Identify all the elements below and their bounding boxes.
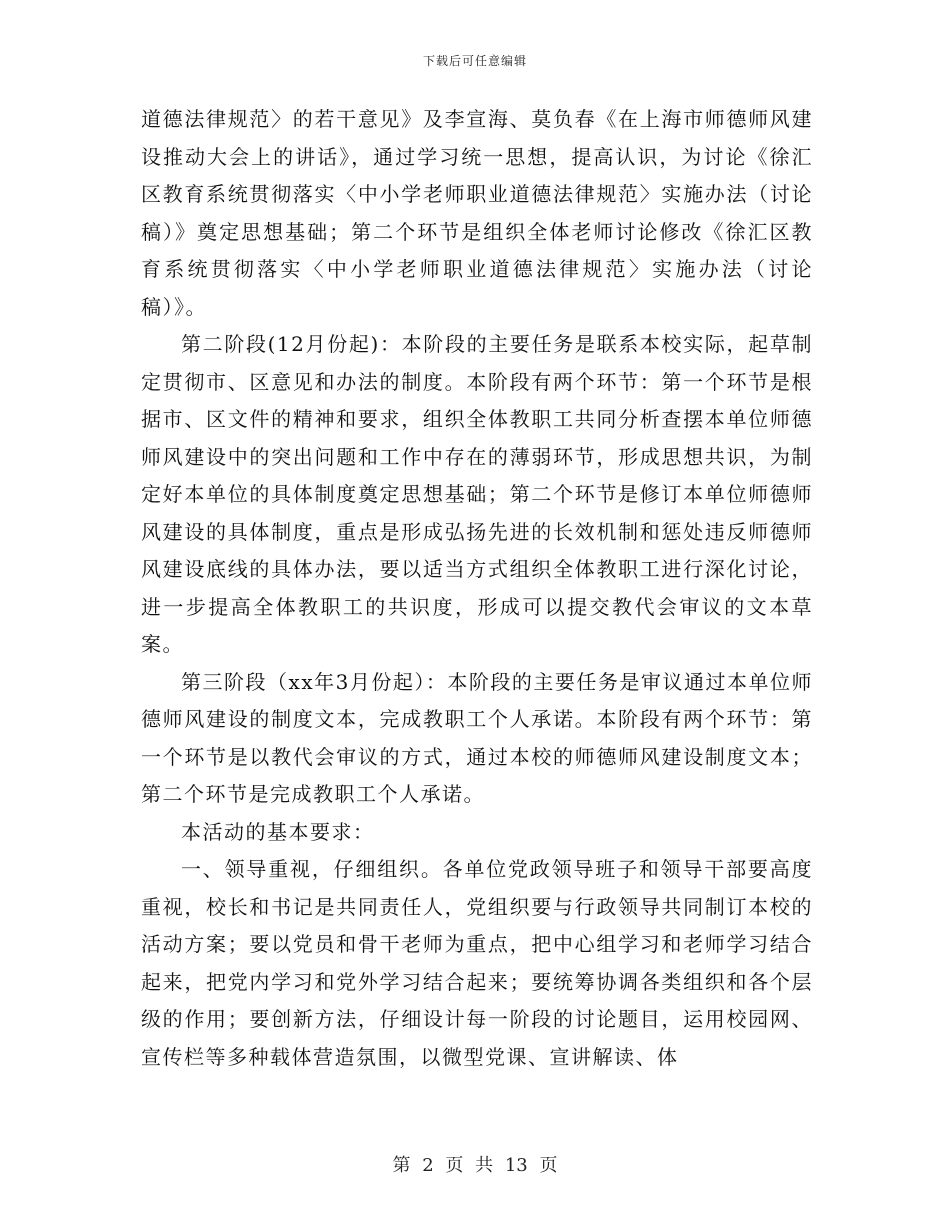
page-header: 下载后可任意编辑 <box>422 54 527 68</box>
paragraph-1: 道德法律规范〉的若干意见》及李宣海、莫负春《在上海市师德师风建设推动大会上的讲话》，通过学习统一思想，提高认识，为讨论《徐汇区教育系统贯彻落实〈中小学老师职业道德法律规范〉实施办法（讨论稿）》奠定思想基础；第二个环节是组织全体老师讨论修改《徐汇区教育系统贯彻落实〈中小学老师职业道德法律规范〉实施办法（讨论稿）》。 <box>141 107 813 319</box>
paragraph-5: 一、领导重视，仔细组织。各单位党政领导班子和领导干部要高度重视，校长和书记是共同责任人，党组织要与行政领导共同制订本校的活动方案；要以党员和骨干老师为重点，把中心组学习和老师学习结合起来，把党内学习和党外学习结合起来；要统筹协调各类组织和各个层级的作用；要创新方法，仔细设计每一阶段的讨论题目，运用校园网、宣传栏等多种载体营造氛围，以微型党课、宣讲解读、体 <box>141 857 813 1069</box>
document-body <box>141 101 813 1076</box>
paragraph-4: 本活动的基本要求： <box>181 819 375 844</box>
paragraph-3: 第三阶段（xx年3月份起）：本阶段的主要任务是审议通过本单位师德师风建设的制度文本，完成教职工个人承诺。本阶段有两个环节：第一个环节是以教代会审议的方式，通过本校的师德师风建设制度文本；第二个环节是完成教职工个人承诺。 <box>141 669 813 806</box>
paragraph-2: 第二阶段(12月份起)：本阶段的主要任务是联系本校实际，起草制定贯彻市、区意见和办法的制度。本阶段有两个环节：第一个环节是根据市、区文件的精神和要求，组织全体教职工共同分析查摆本单位师德师风建设中的突出问题和工作中存在的薄弱环节，形成思想共识，为制定好本单位的具体制度奠定思想基础；第二个环节是修订本单位师德师风建设的具体制度，重点是形成弘扬先进的长效机制和惩处违反师德师风建设底线的具体办法，要以适当方式组织全体教职工进行深化讨论，进一步提高全体教职工的共识度，形成可以提交教代会审议的文本草案。 <box>141 332 813 656</box>
page-footer: 第 2 页 共 13 页 <box>392 1155 558 1176</box>
